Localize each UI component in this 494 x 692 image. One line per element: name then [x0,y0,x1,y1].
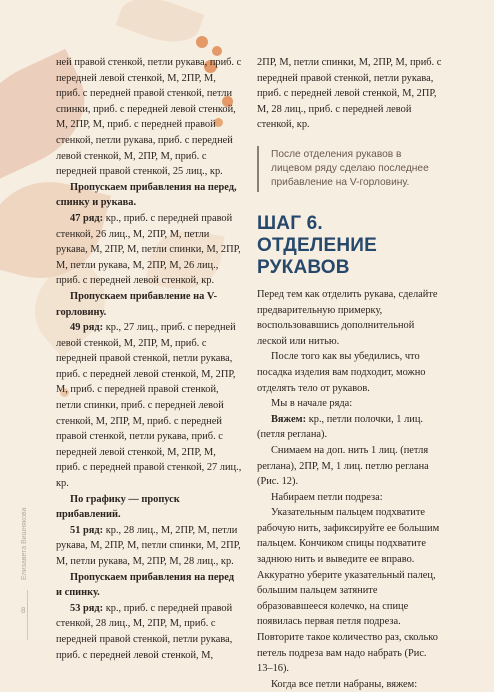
subheading: Пропускаем прибавления на перед, спинку и рукава. [56,181,237,209]
page-sidebar [0,0,40,640]
row-number: 51 ряд: [70,524,104,536]
row-text: кр., приб. с передней правой стенкой, 28 лиц., М, 2ПР, М, приб. с передней правой стенкой, петли рукава, приб. с передней левой стенкой, М, [56,602,233,661]
row-number: 47 ряд: [70,212,104,224]
row-text: кр., 27 лиц., приб. с передней левой стенкой, М, 2ПР, М, приб. с передней правой стенкой, петли рукава, приб. с передней левой стенкой, М, 2ПР, М, приб. с передней правой стенкой, петли спинки, приб. с передней левой стенкой, М, 2ПР, М, приб. с передней правой стенкой, петли рукава, приб. с передней левой стенкой, М, 2ПР, М, приб. с передней правой стенкой, 27 лиц., кр. [56,322,242,490]
row-number: 53 ряд: [70,602,104,614]
paragraph: Набираем петли подреза: [271,491,383,503]
section-heading: ШАГ 6. ОТДЕЛЕНИЕ РУКАВОВ [257,212,377,278]
paragraph: После того как вы убедились, что посадка изделия вам подходит, можно отделять тело от рукавов. [257,351,426,394]
subheading: Пропускаем прибавление на V-горловину. [56,290,218,318]
row-instruction [56,320,242,492]
row-number: 49 ряд: [70,322,104,334]
rowan-berry [196,36,208,48]
paragraph: Когда все петли набраны, вяжем: [271,678,418,690]
subheading: По графику — пропуск прибавлений. [56,493,180,521]
paragraph: 2ПР, М, петли спинки, М, 2ПР, М, приб. с передней правой стенкой, петли рукава, приб. с передней левой стенкой, М, 2ПР, М, 28 лиц., приб. с передней левой стенкой, кр. [257,57,442,131]
right-column [257,55,443,692]
bold-label: Вяжем: [271,413,307,425]
row-instruction [56,211,242,289]
watercolor-leaf [116,0,205,52]
subheading: Пропускаем прибавления на перед и спинку. [56,571,234,599]
paragraph-text: кр., петли полочки, 1 лиц. (петля реглана). [257,413,423,441]
side-note: После отделения рукавов в лицевом ряду сделаю последнее прибавление на V-горловину. [257,146,443,192]
page-number: 8 [21,606,26,615]
author-name: Елизавета Вишнякова [21,507,28,580]
paragraph: Мы в начале ряда: [271,398,353,410]
paragraph [257,412,443,443]
row-instruction [56,601,242,663]
left-column [56,55,242,663]
sidebar-divider [27,590,28,640]
row-text: кр., 28 лиц., М, 2ПР, М, петли рукава, М, 2ПР, М, петли спинки, М, 2ПР, М, петли рукава, М, 2ПР, М, 28 лиц., кр. [56,524,241,567]
row-instruction [56,523,242,570]
row-text: кр., приб. с передней правой стенкой, 26 лиц., М, 2ПР, М, петли рукава, М, 2ПР, М, петли спинки, М, 2ПР, М, петли рукава, М, 2ПР, М, 26 лиц., приб. с передней левой стенкой, кр. [56,212,241,287]
paragraph: Указательным пальцем подхватите рабочую нить, зафиксируйте ее большим пальцем. Кончиком спицы подхватите заднюю нить и выведите ее вправо. Аккуратно уберите указательный палец, большим пальцем затяните образовавшееся колечко, на спице появилась первая петля подреза. Повторите такое количество раз, сколько петель подреза вам надо набрать (Рис. 13–16). [257,507,440,675]
paragraph: Перед тем как отделить рукава, сделайте предварительную примерку, воспользовавшись дополнительной леской или нитью. [257,288,438,347]
paragraph: Снимаем на доп. нить 1 лиц. (петля реглана), 2ПР, М, 1 лиц. петлю реглана (Рис. 12). [257,444,429,488]
paragraph: ней правой стенкой, петли рукава, приб. с передней левой стенкой, М, 2ПР, М, приб. с передней правой стенкой, петли спинки, приб. с передней левой стенкой, М, 2ПР, М, приб. с передней правой стенкой, петли рукава, приб. с передней левой стенкой, М, 2ПР, М, приб. с передней правой стенкой, 25 лиц., кр. [56,57,242,178]
